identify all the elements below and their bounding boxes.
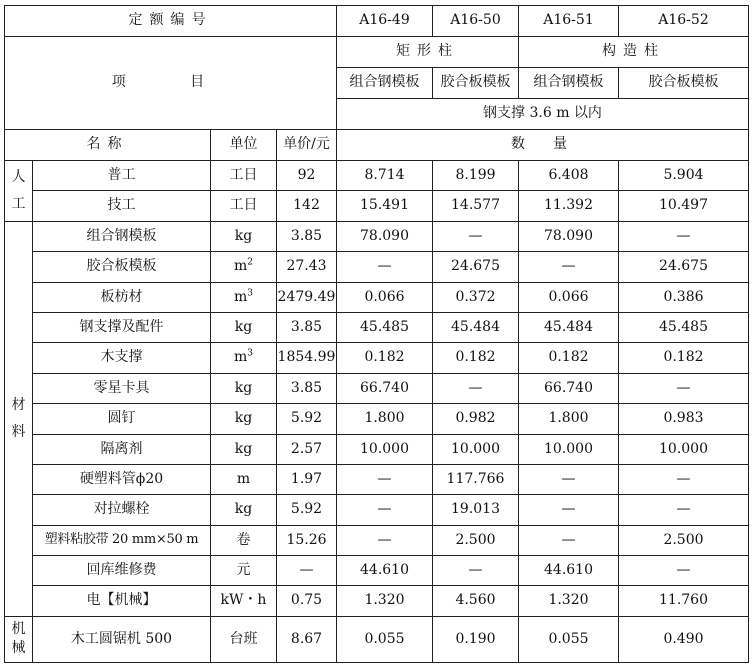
row-value: 45.484 [433,312,519,342]
row-value: — [519,252,619,282]
row-value: — [433,221,519,251]
row-unit: 工日 [211,161,277,191]
row-name: 零星卡具 [33,373,211,403]
category-labor [5,161,33,222]
table-row [5,495,749,525]
row-value: 6.408 [519,161,619,191]
table-row [5,161,749,191]
row-unit: kg [211,495,277,525]
row-unit: kg [211,404,277,434]
category-machine-char-1: 机 [11,621,26,638]
row-price: 1.97 [277,464,337,494]
row-name: 组合钢模板 [33,221,211,251]
row-name: 回库维修费 [33,556,211,586]
row-value: 0.182 [519,343,619,373]
row-value: 0.182 [619,343,749,373]
row-value: 45.484 [519,312,619,342]
table-row [5,312,749,342]
table-row [5,616,749,662]
row-value: 10.000 [433,434,519,464]
code-a16-50: A16-50 [433,6,519,37]
table-row [5,191,749,221]
category-material-char-2: 料 [11,423,26,440]
row-value: — [619,495,749,525]
row-price: 3.85 [277,221,337,251]
row-name: 钢支撑及配件 [33,312,211,342]
row-unit-base: m [233,258,248,275]
category-machine-char-2: 械 [11,640,26,657]
row-unit: 工日 [211,191,277,221]
row-value: 11.760 [619,586,749,616]
row-value: 24.675 [433,252,519,282]
row-name: 木支撑 [33,343,211,373]
code-a16-51: A16-51 [519,6,619,37]
table-row [5,556,749,586]
row-name: 技工 [33,191,211,221]
row-price: 3.85 [277,312,337,342]
header-code-row [5,6,749,37]
row-value: 1.320 [519,586,619,616]
row-name: 对拉螺栓 [33,495,211,525]
row-value: 0.055 [519,616,619,662]
row-value: — [519,464,619,494]
row-price: 1854.99 [277,343,337,373]
row-price: 15.26 [277,525,337,555]
row-value: — [619,221,749,251]
item-label: 项 目 [5,37,337,130]
row-value: 44.610 [519,556,619,586]
row-name: 隔离剂 [33,434,211,464]
col-qty-header: 数 量 [337,130,749,161]
row-name: 普工 [33,161,211,191]
row-unit [211,252,277,282]
row-unit: m [211,464,277,494]
row-value: 66.740 [337,373,433,403]
row-value: 0.190 [433,616,519,662]
row-value: — [337,495,433,525]
row-price: 2.57 [277,434,337,464]
row-value: — [433,556,519,586]
row-value: 1.320 [337,586,433,616]
row-value: 10.000 [337,434,433,464]
row-value: 19.013 [433,495,519,525]
row-value: 15.491 [337,191,433,221]
group-rect-column: 矩形柱 [337,37,519,68]
row-value: — [619,373,749,403]
table-row [5,434,749,464]
row-value: 78.090 [337,221,433,251]
row-unit [211,343,277,373]
category-labor-char-1: 人 [11,169,26,186]
row-value: 45.485 [619,312,749,342]
table-row [5,343,749,373]
table-row [5,586,749,616]
row-value: 0.372 [433,282,519,312]
row-value: 5.904 [619,161,749,191]
row-value: 10.497 [619,191,749,221]
header-group-row [5,37,749,68]
row-value: 10.000 [619,434,749,464]
col-price-header: 单价/元 [277,130,337,161]
row-value: 0.055 [337,616,433,662]
row-value: 4.560 [433,586,519,616]
row-value: 0.982 [433,404,519,434]
row-value: 0.983 [619,404,749,434]
row-name: 木工圆锯机 500 [33,616,211,662]
table-row [5,525,749,555]
row-price: 3.85 [277,373,337,403]
row-price: 142 [277,191,337,221]
row-unit: kg [211,373,277,403]
subtype-1: 组合钢模板 [337,68,433,99]
row-unit-base: m [233,288,248,305]
table-row [5,221,749,251]
row-value: — [519,495,619,525]
row-value: — [337,464,433,494]
row-name: 圆钉 [33,404,211,434]
category-material [5,221,33,616]
subtype-4: 胶合板模板 [619,68,749,99]
row-value: 117.766 [433,464,519,494]
row-value: 45.485 [337,312,433,342]
category-machine [5,616,33,662]
row-price: 92 [277,161,337,191]
row-value: 11.392 [519,191,619,221]
row-unit: kg [211,434,277,464]
row-price: — [277,556,337,586]
row-value: 24.675 [619,252,749,282]
row-value: 8.199 [433,161,519,191]
row-unit-base: m [233,349,248,366]
row-value: — [337,252,433,282]
table-row [5,373,749,403]
code-a16-52: A16-52 [619,6,749,37]
row-value: 8.714 [337,161,433,191]
row-unit: kg [211,221,277,251]
row-unit-exponent: 3 [247,287,253,298]
row-unit: 台班 [211,616,277,662]
row-unit: 卷 [211,525,277,555]
table-row [5,404,749,434]
row-value: 78.090 [519,221,619,251]
row-value: 0.386 [619,282,749,312]
row-value: — [619,464,749,494]
row-name: 板枋材 [33,282,211,312]
col-unit-header: 单位 [211,130,277,161]
row-unit: kg [211,312,277,342]
row-value: — [619,556,749,586]
row-unit-exponent: 2 [247,257,253,268]
row-value: 0.490 [619,616,749,662]
row-price: 8.67 [277,616,337,662]
row-unit-exponent: 3 [247,348,253,359]
row-value: 1.800 [337,404,433,434]
subtype-3: 组合钢模板 [519,68,619,99]
row-value: 0.066 [519,282,619,312]
row-price: 2479.49 [277,282,337,312]
code-label: 定额编号 [5,6,337,37]
row-price: 0.75 [277,586,337,616]
row-value: 2.500 [433,525,519,555]
row-price: 5.92 [277,404,337,434]
row-name: 胶合板模板 [33,252,211,282]
row-value: 0.066 [337,282,433,312]
row-price: 5.92 [277,495,337,525]
row-value: — [433,373,519,403]
row-value: 10.000 [519,434,619,464]
row-name: 电【机械】 [33,586,211,616]
col-name-header: 名称 [5,130,211,161]
row-value: 1.800 [519,404,619,434]
column-header-row [5,130,749,161]
row-value: 0.182 [433,343,519,373]
row-unit: kW・h [211,586,277,616]
row-value: 2.500 [619,525,749,555]
row-value: — [519,525,619,555]
row-value: 44.610 [337,556,433,586]
row-value: 0.182 [337,343,433,373]
table-row [5,252,749,282]
row-name: 硬塑料管ϕ20 [33,464,211,494]
condition-label: 钢支撑 3.6 m 以内 [337,99,749,130]
row-value: 66.740 [519,373,619,403]
category-material-char-1: 材 [11,397,26,414]
table-row [5,464,749,494]
row-unit [211,282,277,312]
row-unit: 元 [211,556,277,586]
category-labor-char-2: 工 [11,195,26,212]
row-name: 塑料粘胶带 20 mm×50 m [33,525,211,555]
quota-table [4,5,749,663]
group-structural-column: 构造柱 [519,37,749,68]
subtype-2: 胶合板模板 [433,68,519,99]
row-price: 27.43 [277,252,337,282]
code-a16-49: A16-49 [337,6,433,37]
row-value: — [337,525,433,555]
table-row [5,282,749,312]
row-value: 14.577 [433,191,519,221]
